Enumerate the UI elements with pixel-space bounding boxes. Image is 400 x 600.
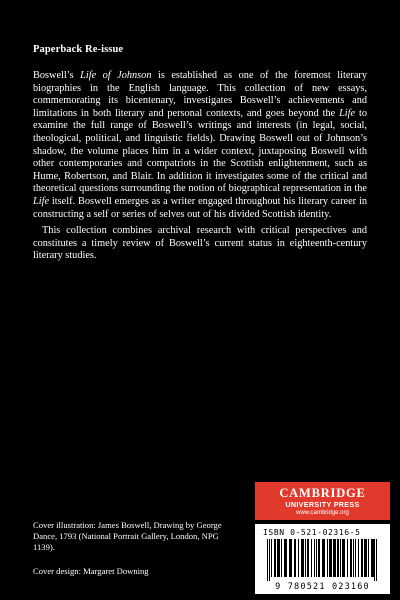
- blurb-text: is established as one of the foremost literary biographies in the English language. This collection of new essays, commemorating its bicentenary, investigates Boswell’s achievements and limitations in both literary and personal contexts, and goes beyond the: [33, 70, 367, 119]
- barcode-bar: [284, 539, 287, 577]
- book-title: Life: [33, 195, 50, 207]
- barcode-bar: [305, 539, 306, 577]
- barcode-bar: [368, 539, 369, 577]
- book-title: Life of Johnson: [80, 70, 152, 81]
- blurb-paragraph: [33, 70, 367, 221]
- barcode-bar: [358, 539, 359, 577]
- barcode-bar: [271, 539, 272, 577]
- publisher-name: CAMBRIDGE: [279, 486, 366, 500]
- blurb: [33, 70, 367, 263]
- barcode-bar: [361, 539, 363, 577]
- barcode-bar: [340, 539, 341, 577]
- barcode-bar: [327, 539, 328, 577]
- barcode-bar: [281, 539, 282, 577]
- barcode-guard-bar: [269, 539, 270, 581]
- barcode-bar: [342, 539, 345, 577]
- publisher-url: www.cambridge.org: [296, 510, 349, 516]
- barcode-bar: [371, 539, 374, 577]
- barcode-bar: [353, 539, 354, 577]
- barcode-bar: [350, 539, 352, 577]
- barcode-bar: [307, 539, 309, 577]
- blurb-text: itself. Boswell emerges as a writer engaged throughout his literary career in constructing a self or series of selves out of his divided Scottish identity.: [33, 195, 367, 220]
- barcode-panel: [255, 524, 390, 594]
- isbn-number: ISBN 0-521-02316-5: [263, 528, 361, 537]
- cover-illustration-credit: Cover illustration: James Boswell, Drawing by George Dance, 1793 (National Portrait Gallery, London, NPG 1139).: [33, 520, 222, 552]
- barcode-bar: [318, 539, 320, 577]
- barcode-bar: [333, 539, 336, 577]
- barcode-bar: [337, 539, 339, 577]
- barcode-image: [265, 539, 380, 581]
- publisher-press: UNIVERSITY PRESS: [285, 500, 360, 509]
- barcode-bar: [277, 539, 280, 577]
- barcode-bar: [364, 539, 367, 577]
- barcode-guard-bar: [376, 539, 377, 581]
- barcode-bar: [274, 539, 276, 577]
- barcode-bar: [294, 539, 296, 577]
- barcode-bar: [298, 539, 299, 577]
- barcode-guard-bar: [267, 539, 268, 581]
- barcode-bar: [322, 539, 325, 577]
- barcode-bar: [329, 539, 332, 577]
- barcode-bar: [311, 539, 312, 577]
- barcode-bar: [347, 539, 348, 577]
- blurb-text: Boswell’s: [33, 70, 81, 81]
- book-title: Life: [339, 107, 356, 119]
- reissue-heading: Paperback Re-issue: [33, 44, 124, 55]
- ean-digits: 9 780521 023160: [275, 582, 370, 592]
- barcode-guard-bar: [374, 539, 375, 581]
- publisher-logo: [255, 482, 390, 520]
- blurb-text: to examine the full range of Boswell’s writings and interests (in legal, social, theological, political, and linguistic fields). Drawing Boswell out of Johnson’s shadow, the volume places him in a wider context, juxtaposing Boswell with other contemporaries and compatriots in the Scottish enlightenment, such as Hume, Robertson, and Blair. In addition it investigates some of the critical and theoretical questions surrounding the notion of biographical representation in the: [33, 107, 367, 195]
- barcode-bar: [289, 539, 292, 577]
- barcode-bar: [301, 539, 304, 577]
- barcode-bar: [355, 539, 356, 577]
- blurb-paragraph: This collection combines archival research with critical perspectives and constitutes a timely review of Boswell’s current status in eighteenth-century literary studies.: [33, 225, 367, 262]
- barcode-bar: [314, 539, 315, 577]
- barcode-bar: [316, 539, 317, 577]
- cover-design-credit: Cover design: Margaret Downing: [33, 566, 149, 576]
